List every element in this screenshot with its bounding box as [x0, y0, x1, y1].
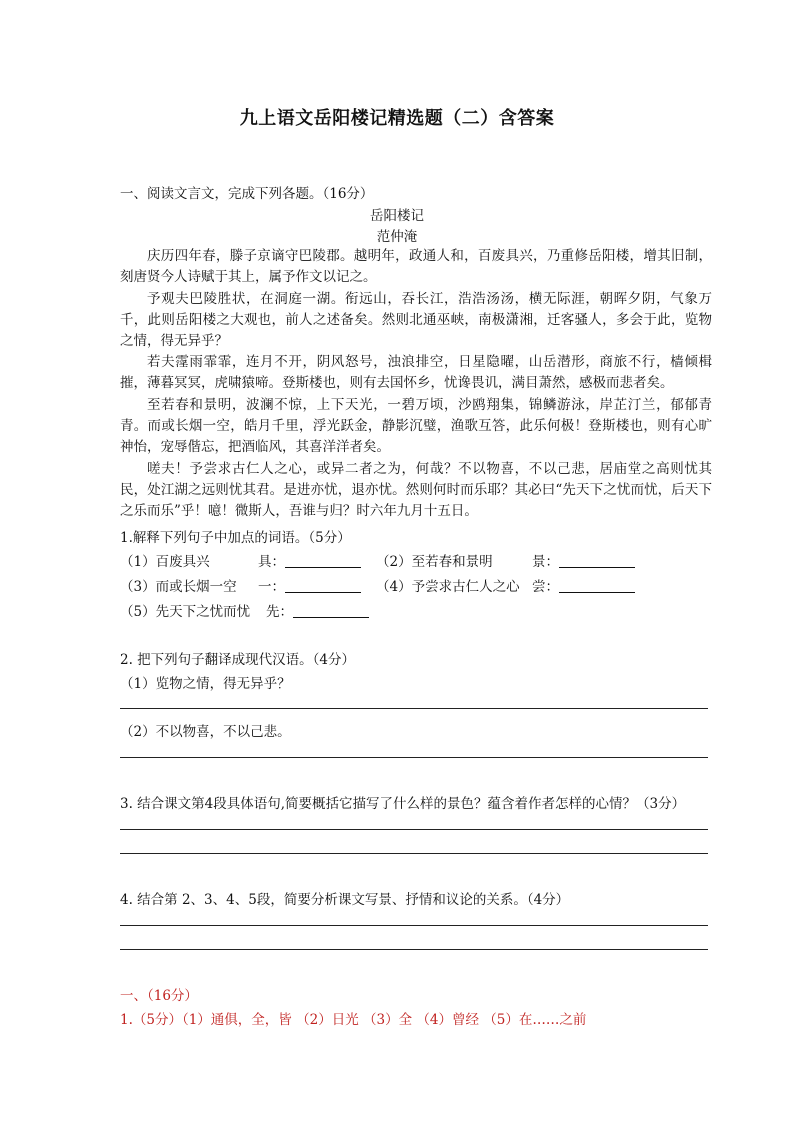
essay-title: 岳阳楼记	[370, 208, 424, 224]
answer-blank[interactable]	[285, 553, 361, 568]
document-title: 九上语文岳阳楼记精选题（二）含答案	[239, 108, 555, 129]
answer-section-heading: 一、（16分）	[120, 988, 198, 1004]
section-heading: 一、阅读文言文，完成下列各题。（16分）	[120, 186, 374, 202]
q1-blank-4[interactable]	[532, 575, 635, 595]
question-1-prompt: 1.解释下列句子中加点的词语。（5分）	[120, 530, 351, 546]
essay-author: 范仲淹	[376, 229, 418, 245]
answer-line[interactable]	[120, 853, 708, 854]
q1-item-2	[376, 550, 493, 570]
q1-blank-5[interactable]	[266, 600, 369, 620]
q1-word: 一：	[258, 579, 285, 595]
answer-blank[interactable]	[559, 553, 635, 568]
q1-item-5	[120, 600, 250, 620]
essay-paragraph-4: 至若春和景明，波澜不惊，上下天光，一碧万顷，沙鸥翔集，锦鳞游泳，岸芷汀兰，郁郁青青。而或长烟一空，皓月千里，浮光跃金，静影沉璧，渔歌互答，此乐何极！登斯楼也，则有心旷神怡，宠辱偕忘，把酒临风，其喜洋洋者矣。	[120, 397, 712, 455]
q1-blank-2[interactable]	[532, 550, 635, 570]
answer-q1: 1.（5分）（1）通俱，全，皆 （2）日光 （3）全 （4）曾经 （5）在……之前	[120, 1012, 587, 1028]
question-2-prompt: 2. 把下列句子翻译成现代汉语。（4分）	[120, 652, 356, 668]
answer-line[interactable]	[120, 829, 708, 830]
question-4-prompt: 4. 结合第 2、3、4、5段，简要分析课文写景、抒情和议论的关系。（4分）	[120, 892, 570, 908]
q1-sentence: （1）百废具兴	[120, 554, 210, 570]
q1-item-4	[376, 575, 520, 595]
question-3-prompt: 3. 结合课文第4段具体语句,简要概括它描写了什么样的景色？蕴含着作者怎样的心情？（3分）	[120, 796, 686, 812]
answer-blank[interactable]	[293, 603, 369, 618]
q1-sentence: （5）先天下之忧而忧	[120, 604, 251, 620]
q1-item-3	[120, 575, 237, 595]
answer-blank[interactable]	[559, 578, 635, 593]
answer-line[interactable]	[120, 757, 708, 758]
answer-blank[interactable]	[285, 578, 361, 593]
q1-blank-3[interactable]	[258, 575, 361, 595]
answer-line[interactable]	[120, 708, 708, 709]
essay-paragraph-5: 嗟夫！予尝求古仁人之心，或异二者之为，何哉？不以物喜，不以己悲，居庙堂之高则忧其民，处江湖之远则忧其君。是进亦忧，退亦忧。然则何时而乐耶？其必曰“先天下之忧而忧，后天下之乐而乐”乎！噫！微斯人，吾谁与归？时六年九月十五日。	[120, 461, 712, 519]
q1-sentence: （2）至若春和景明	[376, 554, 493, 570]
essay-paragraph-1: 庆历四年春，滕子京谪守巴陵郡。越明年，政通人和，百废具兴，乃重修岳阳楼，增其旧制，刻唐贤今人诗赋于其上，属予作文以记之。	[120, 248, 712, 285]
question-2-sub-1: （1）览物之情，得无异乎？	[120, 676, 291, 692]
q1-sentence: （4）予尝求古仁人之心	[376, 579, 520, 595]
q1-item-1	[120, 550, 210, 570]
answer-line[interactable]	[120, 949, 708, 950]
question-2-sub-2: （2）不以物喜，不以己悲。	[120, 724, 291, 740]
q1-word: 景：	[532, 554, 559, 570]
q1-word: 具：	[258, 554, 285, 570]
q1-word: 尝：	[532, 579, 559, 595]
q1-blank-1[interactable]	[258, 550, 361, 570]
essay-paragraph-2: 予观夫巴陵胜状，在洞庭一湖。衔远山，吞长江，浩浩汤汤，横无际涯，朝晖夕阴，气象万千，此则岳阳楼之大观也，前人之述备矣。然则北通巫峡，南极潇湘，迁客骚人，多会于此，览物之情，得无异乎？	[120, 291, 712, 349]
essay-paragraph-3: 若夫霪雨霏霏，连月不开，阴风怒号，浊浪排空，日星隐曜，山岳潜形，商旅不行，樯倾楫摧，薄暮冥冥，虎啸猿啼。登斯楼也，则有去国怀乡，忧谗畏讥，满目萧然，感极而悲者矣。	[120, 354, 712, 391]
q1-word: 先：	[266, 604, 293, 620]
q1-sentence: （3）而或长烟一空	[120, 579, 237, 595]
answer-line[interactable]	[120, 925, 708, 926]
